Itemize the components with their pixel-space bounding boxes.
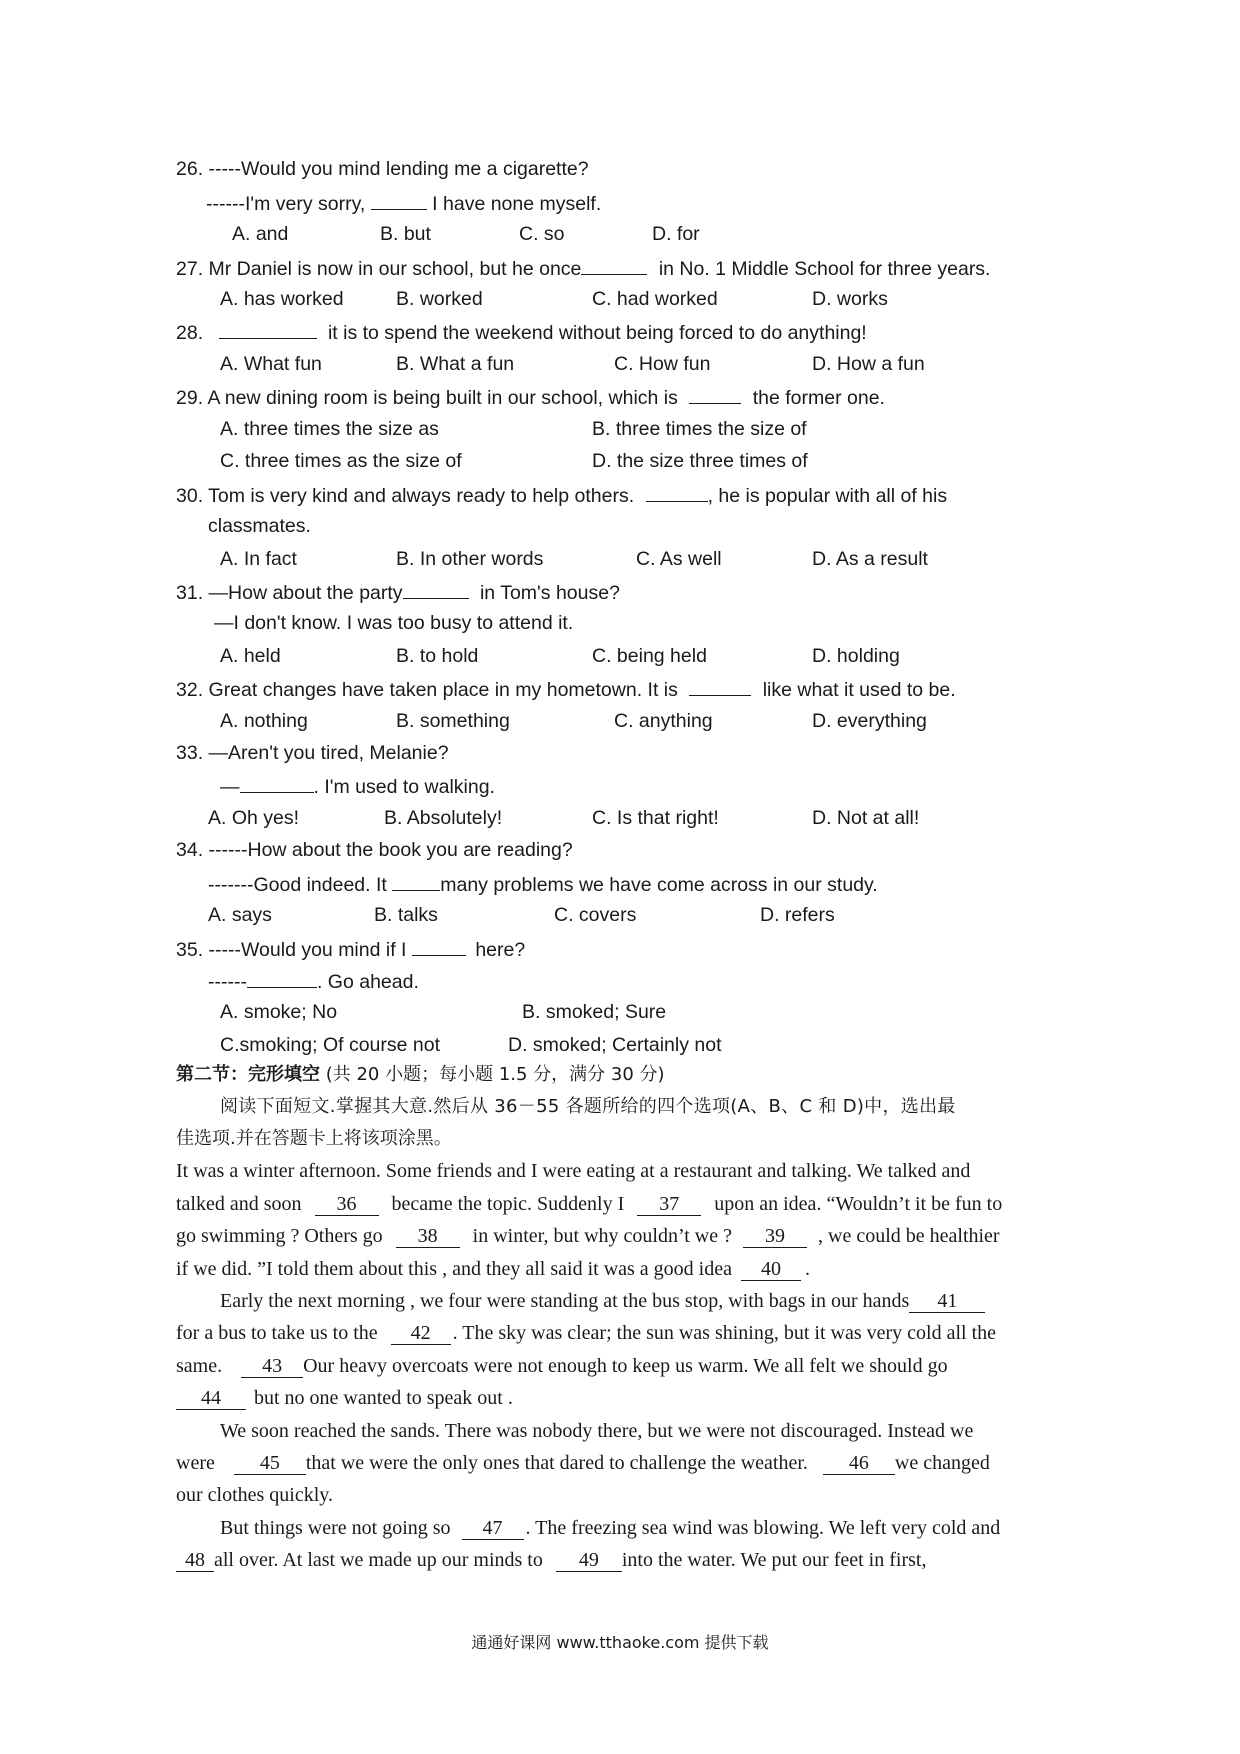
option-c: C. covers [554,904,637,926]
option-b: B. something [396,710,510,732]
passage-line-9: We soon reached the sands. There was nobody there, but we were not discouraged. Instead we [220,1420,974,1442]
question-28-stem: 28. it is to spend the weekend without being forced to do anything! [176,318,867,346]
question-33-stem: 33. —Aren't you tired, Melanie? [176,742,449,764]
passage-line-8: 44 but no one wanted to speak out . [176,1385,513,1411]
passage-line-4: if we did. ”I told them about this , and they all said it was a good idea 40 . [176,1258,810,1280]
answer-blank [412,935,466,956]
question-26-stem: 26. -----Would you mind lending me a cigarette? [176,158,589,180]
question-26-reply: ------I'm very sorry, I have none myself. [206,189,601,217]
option-d: D. Not at all! [812,807,920,829]
blank-41: 41 [909,1290,985,1313]
option-d: D. holding [812,645,900,667]
question-32-stem: 32. Great changes have taken place in my hometown. It is like what it used to be. [176,675,956,703]
passage-line-6: for a bus to take us to the 42 . The sky was clear; the sun was shining, but it was very cold all the [176,1322,997,1344]
answer-blank [646,481,708,502]
option-b: B. smoked; Sure [522,1001,667,1023]
blank-47: 47 [462,1517,524,1540]
option-a: A. smoke; No [220,1001,338,1023]
option-a: A. In fact [220,548,297,570]
option-b: B. Absolutely! [384,807,503,829]
option-d: D. How a fun [812,353,925,375]
blank-48: 48 [176,1549,214,1572]
option-c: C. so [519,223,565,245]
page-footer: 通通好课网 www.tthaoke.com 提供下载 [471,1633,769,1652]
option-d: D. the size three times of [592,450,808,472]
blank-42: 42 [391,1322,451,1345]
option-d: D. refers [760,904,835,926]
option-a: A. says [208,904,272,926]
blank-44: 44 [176,1387,246,1410]
question-31-reply: —I don't know. I was too busy to attend it. [214,612,574,634]
option-b: B. What a fun [396,353,515,375]
passage-line-1: It was a winter afternoon. Some friends and I were eating at a restaurant and talking. We talked and [176,1160,971,1182]
option-c: C.smoking; Of course not [220,1034,441,1056]
blank-37: 37 [637,1193,701,1216]
blank-38: 38 [396,1225,460,1248]
option-b: B. but [380,223,431,245]
blank-43: 43 [241,1355,303,1378]
question-27-stem: 27. Mr Daniel is now in our school, but he once in No. 1 Middle School for three years. [176,254,990,282]
passage-line-12: But things were not going so 47 . The freezing sea wind was blowing. We left very cold and [220,1517,1001,1539]
answer-blank [689,675,751,696]
option-c: C. being held [592,645,707,667]
answer-blank [247,967,317,988]
option-d: D. everything [812,710,927,732]
question-33-reply: — . I'm used to walking. [220,772,495,800]
question-35-stem: 35. -----Would you mind if I here? [176,935,525,963]
option-c: C. How fun [614,353,711,375]
question-30-stem: 30. Tom is very kind and always ready to help others. , he is popular with all of his [176,481,947,509]
option-b: B. worked [396,288,483,310]
passage-line-5: Early the next morning , we four were standing at the bus stop, with bags in our hands 41 [220,1288,985,1314]
option-a: A. held [220,645,281,667]
blank-39: 39 [743,1225,807,1248]
section-instruction-1: 阅读下面短文.掌握其大意.然后从 36－55 各题所给的四个选项(A、B、C 和 D)中，选出最 [220,1096,956,1117]
section-instruction-2: 佳选项.并在答题卡上将该项涂黑。 [176,1128,452,1149]
option-b: B. In other words [396,548,544,570]
answer-blank [403,578,469,599]
option-d: D. for [652,223,700,245]
passage-line-13: 48 all over. At last we made up our minds to 49 into the water. We put our feet in first, [176,1547,926,1573]
blank-36: 36 [315,1193,379,1216]
question-31-stem: 31. —How about the party in Tom's house? [176,578,620,606]
passage-line-11: our clothes quickly. [176,1484,334,1506]
option-c: C. Is that right! [592,807,719,829]
answer-blank [371,189,427,210]
blank-40: 40 [741,1258,801,1281]
answer-blank [392,870,440,891]
answer-blank [689,383,741,404]
answer-blank [219,318,317,339]
option-b: B. three times the size of [592,418,807,440]
question-34-stem: 34. ------How about the book you are reading? [176,839,573,861]
option-b: B. to hold [396,645,479,667]
option-d: D. As a result [812,548,928,570]
option-a: A. Oh yes! [208,807,300,829]
option-a: A. nothing [220,710,308,732]
question-35-reply: ------ . Go ahead. [208,967,419,995]
passage-line-10: were 45 that we were the only ones that dared to challenge the weather. 46 we changed [176,1452,990,1474]
option-a: A. What fun [220,353,322,375]
option-a: A. three times the size as [220,418,439,440]
section-heading: 第二节：完形填空 (共 20 小题；每小题 1.5 分，满分 30 分) [176,1064,665,1085]
option-c: C. had worked [592,288,718,310]
option-c: C. three times as the size of [220,450,462,472]
option-b: B. talks [374,904,438,926]
option-c: C. anything [614,710,713,732]
answer-blank [240,772,314,793]
blank-45: 45 [234,1452,306,1475]
option-c: C. As well [636,548,722,570]
option-a: A. has worked [220,288,344,310]
question-29-stem: 29. A new dining room is being built in our school, which is the former one. [176,383,885,411]
answer-blank [581,254,647,275]
option-d: D. smoked; Certainly not [508,1034,722,1056]
question-34-reply: -------Good indeed. It many problems we have come across in our study. [208,870,878,898]
blank-46: 46 [823,1452,895,1475]
passage-line-3: go swimming ? Others go 38 in winter, but why couldn’t we ? 39 , we could be healthier [176,1225,1000,1247]
question-30-stem-cont: classmates. [208,515,311,537]
passage-line-2: talked and soon 36 became the topic. Suddenly I 37 upon an idea. “Wouldn’t it be fun to [176,1193,1003,1215]
passage-line-7: same. 43 Our heavy overcoats were not enough to keep us warm. We all felt we should go [176,1355,948,1377]
option-a: A. and [232,223,289,245]
blank-49: 49 [556,1549,622,1572]
option-d: D. works [812,288,888,310]
